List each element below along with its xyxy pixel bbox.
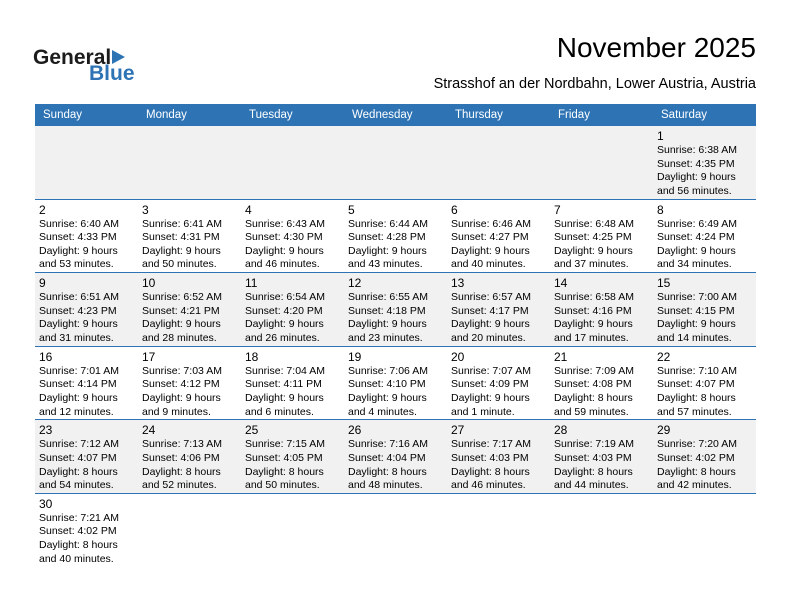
daylight-text-line1: Daylight: 9 hours xyxy=(142,318,221,331)
sunrise-text: Sunrise: 6:38 AM xyxy=(657,144,737,156)
day-number: 18 xyxy=(245,349,259,364)
daylight-text-line1: Daylight: 8 hours xyxy=(554,391,633,404)
daylight-text-line2: and 44 minutes. xyxy=(554,479,629,492)
day-number: 4 xyxy=(245,202,252,217)
daylight-text-line1: Daylight: 8 hours xyxy=(39,539,118,552)
sunrise-text: Sunrise: 6:54 AM xyxy=(245,291,325,304)
day-number: 23 xyxy=(39,423,53,438)
empty-cell xyxy=(653,493,756,566)
logo-text-blue: Blue xyxy=(89,62,135,85)
daylight-text-line2: and 26 minutes. xyxy=(245,332,320,345)
sunrise-text: Sunrise: 6:58 AM xyxy=(554,291,634,304)
sunrise-text: Sunrise: 6:49 AM xyxy=(657,217,737,230)
logo-text-general: General xyxy=(33,46,112,69)
daylight-text-line1: Daylight: 9 hours xyxy=(657,171,736,184)
weekday-header-saturday: Saturday xyxy=(653,104,756,126)
sunrise-text: Sunrise: 7:21 AM xyxy=(39,511,119,524)
day-cell-1 xyxy=(653,126,756,199)
daylight-text-line2: and 46 minutes. xyxy=(451,479,526,492)
daylight-text-line1: Daylight: 8 hours xyxy=(245,465,324,478)
daylight-text-line2: and 42 minutes. xyxy=(657,479,732,492)
daylight-text-line2: and 1 minute. xyxy=(451,405,515,418)
page-title: November 2025 xyxy=(556,32,756,63)
daylight-text-line1: Daylight: 9 hours xyxy=(657,318,736,331)
daylight-text-line1: Daylight: 8 hours xyxy=(657,465,736,478)
daylight-text-line1: Daylight: 8 hours xyxy=(142,465,221,478)
sunrise-text: Sunrise: 7:01 AM xyxy=(39,364,119,377)
sunset-text: Sunset: 4:03 PM xyxy=(451,451,529,464)
day-number: 16 xyxy=(39,349,53,364)
day-number: 30 xyxy=(39,496,53,511)
sunset-text: Sunset: 4:30 PM xyxy=(245,231,323,244)
daylight-text-line2: and 4 minutes. xyxy=(348,405,417,418)
day-number: 22 xyxy=(657,349,671,364)
day-number: 14 xyxy=(554,276,568,291)
title-block xyxy=(434,30,756,92)
day-cell-22 xyxy=(653,346,756,420)
sunset-text: Sunset: 4:15 PM xyxy=(657,304,735,317)
daylight-text-line2: and 52 minutes. xyxy=(142,479,217,492)
daylight-text-line1: Daylight: 9 hours xyxy=(142,244,221,257)
day-number: 29 xyxy=(657,423,671,438)
daylight-text-line1: Daylight: 9 hours xyxy=(348,391,427,404)
empty-cell xyxy=(241,126,344,199)
day-number: 8 xyxy=(657,202,664,217)
sunrise-text: Sunrise: 7:19 AM xyxy=(554,438,634,451)
weekday-header-friday: Friday xyxy=(550,104,653,126)
daylight-text-line2: and 34 minutes. xyxy=(657,258,732,271)
daylight-text-line1: Daylight: 9 hours xyxy=(554,318,633,331)
day-number: 19 xyxy=(348,349,362,364)
day-cell-16 xyxy=(35,346,138,420)
sunset-text: Sunset: 4:24 PM xyxy=(657,231,735,244)
day-number: 20 xyxy=(451,349,465,364)
empty-cell xyxy=(138,126,241,199)
daylight-text-line2: and 53 minutes. xyxy=(39,258,114,271)
sunset-text: Sunset: 4:08 PM xyxy=(554,378,632,391)
empty-cell xyxy=(344,493,447,566)
day-cell-25 xyxy=(241,420,344,494)
daylight-text-line1: Daylight: 9 hours xyxy=(245,318,324,331)
daylight-text-line1: Daylight: 8 hours xyxy=(39,465,118,478)
day-cell-10 xyxy=(138,273,241,347)
sunrise-text: Sunrise: 7:04 AM xyxy=(245,364,325,377)
sunrise-text: Sunrise: 6:48 AM xyxy=(554,217,634,230)
weekday-header-monday: Monday xyxy=(138,104,241,126)
daylight-text-line2: and 31 minutes. xyxy=(39,332,114,345)
sunrise-text: Sunrise: 7:20 AM xyxy=(657,438,737,451)
day-number: 24 xyxy=(142,423,156,438)
sunrise-text: Sunrise: 7:09 AM xyxy=(554,364,634,377)
daylight-text-line2: and 54 minutes. xyxy=(39,479,114,492)
sunrise-text: Sunrise: 7:07 AM xyxy=(451,364,531,377)
day-cell-14 xyxy=(550,273,653,347)
day-cell-29 xyxy=(653,420,756,494)
day-cell-26 xyxy=(344,420,447,494)
week-row-3 xyxy=(35,273,756,347)
day-cell-5 xyxy=(344,199,447,273)
calendar-table xyxy=(35,104,756,566)
sunset-text: Sunset: 4:33 PM xyxy=(39,231,117,244)
sunset-text: Sunset: 4:02 PM xyxy=(39,525,117,538)
day-number: 27 xyxy=(451,423,465,438)
sunset-text: Sunset: 4:31 PM xyxy=(142,231,220,244)
weekday-header-row xyxy=(35,104,756,126)
daylight-text-line2: and 40 minutes. xyxy=(451,258,526,271)
sunset-text: Sunset: 4:25 PM xyxy=(554,231,632,244)
day-number: 13 xyxy=(451,276,465,291)
day-cell-2 xyxy=(35,199,138,273)
sunset-text: Sunset: 4:07 PM xyxy=(657,378,735,391)
day-cell-17 xyxy=(138,346,241,420)
sunrise-text: Sunrise: 7:13 AM xyxy=(142,438,222,451)
empty-cell xyxy=(550,126,653,199)
daylight-text-line2: and 6 minutes. xyxy=(245,405,314,418)
daylight-text-line1: Daylight: 8 hours xyxy=(657,391,736,404)
daylight-text-line2: and 50 minutes. xyxy=(245,479,320,492)
daylight-text-line1: Daylight: 9 hours xyxy=(39,318,118,331)
daylight-text-line1: Daylight: 9 hours xyxy=(451,244,530,257)
week-row-5 xyxy=(35,420,756,494)
sunrise-text: Sunrise: 6:43 AM xyxy=(245,217,325,230)
weekday-header-thursday: Thursday xyxy=(447,104,550,126)
daylight-text-line2: and 20 minutes. xyxy=(451,332,526,345)
daylight-text-line2: and 56 minutes. xyxy=(657,184,732,197)
sunrise-text: Sunrise: 7:10 AM xyxy=(657,364,737,377)
day-cell-19 xyxy=(344,346,447,420)
daylight-text-line1: Daylight: 9 hours xyxy=(245,391,324,404)
day-number: 28 xyxy=(554,423,568,438)
sunset-text: Sunset: 4:21 PM xyxy=(142,304,220,317)
daylight-text-line1: Daylight: 9 hours xyxy=(451,391,530,404)
empty-cell xyxy=(344,126,447,199)
sunrise-text: Sunrise: 6:57 AM xyxy=(451,291,531,304)
day-cell-23 xyxy=(35,420,138,494)
day-cell-8 xyxy=(653,199,756,273)
daylight-text-line1: Daylight: 9 hours xyxy=(39,244,118,257)
week-row-2 xyxy=(35,199,756,273)
daylight-text-line1: Daylight: 9 hours xyxy=(348,244,427,257)
day-cell-21 xyxy=(550,346,653,420)
daylight-text-line1: Daylight: 9 hours xyxy=(554,244,633,257)
daylight-text-line2: and 59 minutes. xyxy=(554,405,629,418)
sunrise-text: Sunrise: 7:06 AM xyxy=(348,364,428,377)
sunset-text: Sunset: 4:11 PM xyxy=(245,378,322,391)
day-number: 2 xyxy=(39,202,46,217)
calendar-header xyxy=(35,104,756,126)
week-row-4 xyxy=(35,346,756,420)
day-number: 1 xyxy=(657,129,664,143)
empty-cell xyxy=(447,493,550,566)
daylight-text-line2: and 50 minutes. xyxy=(142,258,217,271)
sunrise-text: Sunrise: 6:46 AM xyxy=(451,217,531,230)
day-cell-18 xyxy=(241,346,344,420)
sunset-text: Sunset: 4:20 PM xyxy=(245,304,323,317)
location-subtitle: Strasshof an der Nordbahn, Lower Austria, Austria xyxy=(433,76,756,92)
empty-cell xyxy=(138,493,241,566)
sunset-text: Sunset: 4:16 PM xyxy=(554,304,632,317)
week-row-6 xyxy=(35,493,756,566)
empty-cell xyxy=(35,126,138,199)
sunrise-text: Sunrise: 6:41 AM xyxy=(142,217,222,230)
daylight-text-line1: Daylight: 8 hours xyxy=(451,465,530,478)
general-blue-logo xyxy=(33,46,163,86)
sunset-text: Sunset: 4:06 PM xyxy=(142,451,220,464)
day-cell-20 xyxy=(447,346,550,420)
weekday-header-tuesday: Tuesday xyxy=(241,104,344,126)
day-cell-13 xyxy=(447,273,550,347)
sunrise-text: Sunrise: 7:03 AM xyxy=(142,364,222,377)
sunset-text: Sunset: 4:27 PM xyxy=(451,231,529,244)
day-number: 26 xyxy=(348,423,362,438)
sunrise-text: Sunrise: 6:51 AM xyxy=(39,291,119,304)
day-cell-15 xyxy=(653,273,756,347)
calendar-body xyxy=(35,126,756,566)
day-number: 12 xyxy=(348,276,362,291)
day-cell-24 xyxy=(138,420,241,494)
daylight-text-line1: Daylight: 8 hours xyxy=(554,465,633,478)
daylight-text-line1: Daylight: 9 hours xyxy=(245,244,324,257)
day-number: 3 xyxy=(142,202,149,217)
day-number: 21 xyxy=(554,349,568,364)
sunset-text: Sunset: 4:28 PM xyxy=(348,231,426,244)
sunset-text: Sunset: 4:09 PM xyxy=(451,378,529,391)
sunrise-text: Sunrise: 7:00 AM xyxy=(657,291,737,304)
daylight-text-line1: Daylight: 9 hours xyxy=(39,391,118,404)
sunrise-text: Sunrise: 6:52 AM xyxy=(142,291,222,304)
sunset-text: Sunset: 4:18 PM xyxy=(348,304,426,317)
daylight-text-line2: and 48 minutes. xyxy=(348,479,423,492)
sunrise-text: Sunrise: 6:55 AM xyxy=(348,291,428,304)
day-number: 17 xyxy=(142,349,156,364)
weekday-header-sunday: Sunday xyxy=(35,104,138,126)
daylight-text-line2: and 57 minutes. xyxy=(657,405,732,418)
sunrise-text: Sunrise: 7:15 AM xyxy=(245,438,325,451)
day-cell-9 xyxy=(35,273,138,347)
day-cell-7 xyxy=(550,199,653,273)
sunrise-text: Sunrise: 6:40 AM xyxy=(39,217,119,230)
sunset-text: Sunset: 4:14 PM xyxy=(39,378,117,391)
day-cell-12 xyxy=(344,273,447,347)
day-cell-3 xyxy=(138,199,241,273)
day-number: 25 xyxy=(245,423,259,438)
sunset-text: Sunset: 4:12 PM xyxy=(142,378,220,391)
sunrise-text: Sunrise: 7:12 AM xyxy=(39,438,119,451)
sunset-text: Sunset: 4:23 PM xyxy=(39,304,117,317)
daylight-text-line2: and 40 minutes. xyxy=(39,552,114,565)
daylight-text-line2: and 9 minutes. xyxy=(142,405,211,418)
daylight-text-line1: Daylight: 9 hours xyxy=(657,244,736,257)
daylight-text-line2: and 14 minutes. xyxy=(657,332,732,345)
weekday-header-wednesday: Wednesday xyxy=(344,104,447,126)
day-cell-30 xyxy=(35,493,138,566)
daylight-text-line2: and 28 minutes. xyxy=(142,332,217,345)
empty-cell xyxy=(550,493,653,566)
daylight-text-line1: Daylight: 9 hours xyxy=(142,391,221,404)
day-number: 7 xyxy=(554,202,561,217)
page-header xyxy=(0,0,792,92)
sunrise-text: Sunrise: 7:16 AM xyxy=(348,438,428,451)
sunset-text: Sunset: 4:17 PM xyxy=(451,304,529,317)
daylight-text-line1: Daylight: 9 hours xyxy=(348,318,427,331)
sunset-text: Sunset: 4:07 PM xyxy=(39,451,117,464)
sunset-text: Sunset: 4:02 PM xyxy=(657,451,735,464)
empty-cell xyxy=(447,126,550,199)
day-number: 11 xyxy=(245,276,258,291)
day-number: 15 xyxy=(657,276,671,291)
daylight-text-line2: and 17 minutes. xyxy=(554,332,629,345)
week-row-1 xyxy=(35,126,756,199)
sunrise-text: Sunrise: 7:17 AM xyxy=(451,438,531,451)
day-number: 6 xyxy=(451,202,458,217)
day-number: 9 xyxy=(39,276,46,291)
sunset-text: Sunset: 4:04 PM xyxy=(348,451,426,464)
daylight-text-line2: and 23 minutes. xyxy=(348,332,423,345)
day-cell-27 xyxy=(447,420,550,494)
day-cell-28 xyxy=(550,420,653,494)
day-number: 10 xyxy=(142,276,156,291)
sunset-text: Sunset: 4:35 PM xyxy=(657,157,735,170)
day-number: 5 xyxy=(348,202,355,217)
daylight-text-line1: Daylight: 9 hours xyxy=(451,318,530,331)
daylight-text-line2: and 46 minutes. xyxy=(245,258,320,271)
day-cell-4 xyxy=(241,199,344,273)
daylight-text-line2: and 43 minutes. xyxy=(348,258,423,271)
empty-cell xyxy=(241,493,344,566)
daylight-text-line2: and 12 minutes. xyxy=(39,405,114,418)
sunrise-text: Sunrise: 6:44 AM xyxy=(348,217,428,230)
daylight-text-line2: and 37 minutes. xyxy=(554,258,629,271)
sunset-text: Sunset: 4:10 PM xyxy=(348,378,426,391)
day-cell-11 xyxy=(241,273,344,347)
daylight-text-line1: Daylight: 8 hours xyxy=(348,465,427,478)
sunset-text: Sunset: 4:03 PM xyxy=(554,451,632,464)
sunset-text: Sunset: 4:05 PM xyxy=(245,451,323,464)
day-cell-6 xyxy=(447,199,550,273)
